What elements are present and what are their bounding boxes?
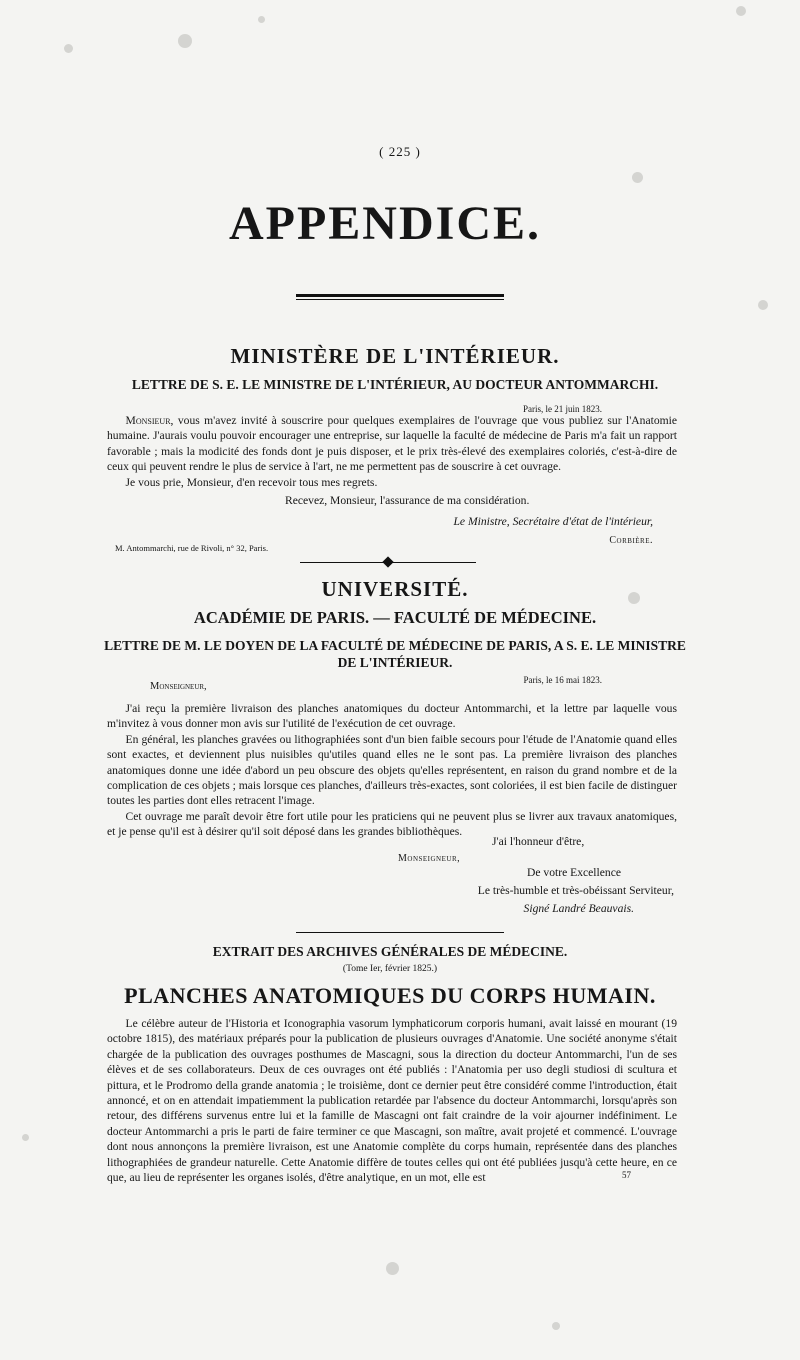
article-body [107, 1016, 677, 1185]
paper-speck [258, 16, 265, 23]
section-heading-ministere: MINISTÈRE DE L'INTÉRIEUR. [230, 344, 560, 368]
paper-speck [386, 1262, 399, 1275]
title-rule [296, 294, 504, 297]
letter-body [107, 413, 677, 490]
letter-date: Paris, le 21 juin 1823. [523, 404, 602, 414]
paper-speck [552, 1322, 560, 1330]
salutation: Monsieur, [125, 414, 174, 427]
section-subheading-academie: ACADÉMIE DE PARIS. — FACULTÉ DE MÉDECINE. [193, 608, 597, 627]
section-ornament [300, 558, 480, 568]
paragraph: Cet ouvrage me paraît devoir être fort utile pour les praticiens qui ne peuvent plus se livrer aux travaux anatomiques, et je pense qu'il est à désirer qu'il soit déposé dans les grandes bibliothèques. [107, 809, 677, 839]
salutation: Monseigneur, [150, 681, 207, 692]
paragraph: Je vous prie, Monsieur, d'en recevoir tous mes regrets. [125, 475, 378, 489]
page-title: APPENDICE. [228, 197, 541, 250]
title-rule-thin [296, 299, 504, 300]
paper-speck [632, 172, 643, 183]
signatory-name: Corbière. [609, 535, 653, 546]
letter-closing: Le très-humble et très-obéissant Serviteur, [477, 884, 674, 897]
letter-closing: Recevez, Monsieur, l'assurance de ma considération. [285, 494, 530, 507]
source-reference: (Tome Ier, février 1825.) [342, 964, 438, 974]
signature: Signé Landré Beauvais. [523, 902, 634, 915]
page-number: ( 225 ) [379, 144, 421, 159]
paper-speck [64, 44, 73, 53]
paper-speck [758, 300, 768, 310]
letter-body [107, 701, 677, 840]
letter-closing: J'ai l'honneur d'être, [492, 835, 585, 848]
recipient-address: M. Antommarchi, rue de Rivoli, n° 32, Paris. [115, 543, 269, 553]
letter-title-ministre: LETTRE DE S. E. LE MINISTRE DE L'INTÉRIEUR, AU DOCTEUR ANTOMMARCHI. [131, 377, 659, 392]
letter-closing: De votre Excellence [527, 866, 621, 879]
signatory-title: Le Ministre, Secrétaire d'état de l'intérieur, [453, 515, 653, 528]
paper-speck [22, 1134, 29, 1141]
paper-speck [736, 6, 746, 16]
article-title: PLANCHES ANATOMIQUES DU CORPS HUMAIN. [124, 983, 656, 1008]
section-heading-universite: UNIVERSITÉ. [321, 577, 469, 601]
section-rule [296, 932, 504, 933]
signature-mark: 57 [622, 1170, 631, 1180]
letter-date: Paris, le 16 mai 1823. [523, 675, 602, 685]
paragraph: J'ai reçu la première livraison des planches anatomiques du docteur Antommarchi, et la lettre par laquelle vous m'invitez à vous donner mon avis sur l'utilité de l'exécution de cet ouvrage. [107, 702, 677, 731]
letter-title-doyen: LETTRE DE M. LE DOYEN DE LA FACULTÉ DE MÉDECINE DE PARIS, A S. E. LE MINISTRE DE L'INTÉRIEUR. [104, 638, 686, 670]
paper-speck [178, 34, 192, 48]
section-heading-extrait: EXTRAIT DES ARCHIVES GÉNÉRALES DE MÉDECINE. [212, 944, 568, 959]
paragraph: Le célèbre auteur de l'Historia et Iconographia vasorum lymphaticorum corporis humani, avait laissé en mourant (19 octobre 1815), des matériaux préparés pour la publication de plusieurs ouvrages d'Anatomie. Une société anonyme s'était chargée de la publication des ouvrages posthumes de Mascagni, sous la direction du docteur Antommarchi, l'un de ses élèves et de ses collaborateurs. Deux de ces ouvrages ont été publiés : l'Anatomia per uso degli studiosi di scultura et pittura, et le Prodromo della grande anatomia ; le troisième, dont ce dernier peut être considéré comme l'introduction, était annoncé, et on en attendait impatiemment la publication retardée par l'absence du docteur Antommarchi, lorsqu'après son retour, des différens survenus entre lui et la famille de Mascagni ont fait craindre de la voir ajourner indéfiniment. Le docteur Antommarchi a pris le parti de faire terminer ce que Mascagni, son maître, avait projeté et commencé. L'ouvrage dont nous annonçons la première livraison, est une Anatomie complète du corps humain, représentée dans des planches lithographiées de grandeur naturelle. Cette Anatomie diffère de toutes celles qui ont été publiées jusqu'à cette heure, en ce que, au lieu de représenter les organes isolés, d'être analytique, en un mot, elle est [107, 1017, 677, 1185]
letter-closing: Monseigneur, [398, 853, 461, 864]
paragraph: vous m'avez invité à souscrire pour quelques exemplaires de l'ouvrage que vous publiez sur l'Anatomie humaine. J'aurais voulu pouvoir encourager une entreprise, sur laquelle la faculté de médecine de Paris m'a fait un rapport favorable ; mais la modicité des fonds dont je puis disposer, et le prix très-élevé des exemplaires coloriés, c'est-à-dire de ceux qui peuvent rendre le plus de service à l'art, ne me permettent pas de souscrire à cet ouvrage. [107, 414, 677, 474]
paragraph: En général, les planches gravées ou lithographiées sont d'un bien faible secours pour l'étude de l'Anatomie quand elles sont exactes, et deviennent plus nuisibles qu'utiles quand elles ne le sont pas. La première livraison des planches anatomiques donne une idée d'abord un peu obscure des objets qu'elles représentent, en raison du grand nombre et de la complication de ces objets ; mais lorsque ces planches, d'ailleurs très-exactes, sont coloriées, il est bien facile de distinguer toutes les parties dont elles retracent l'image. [107, 732, 677, 808]
